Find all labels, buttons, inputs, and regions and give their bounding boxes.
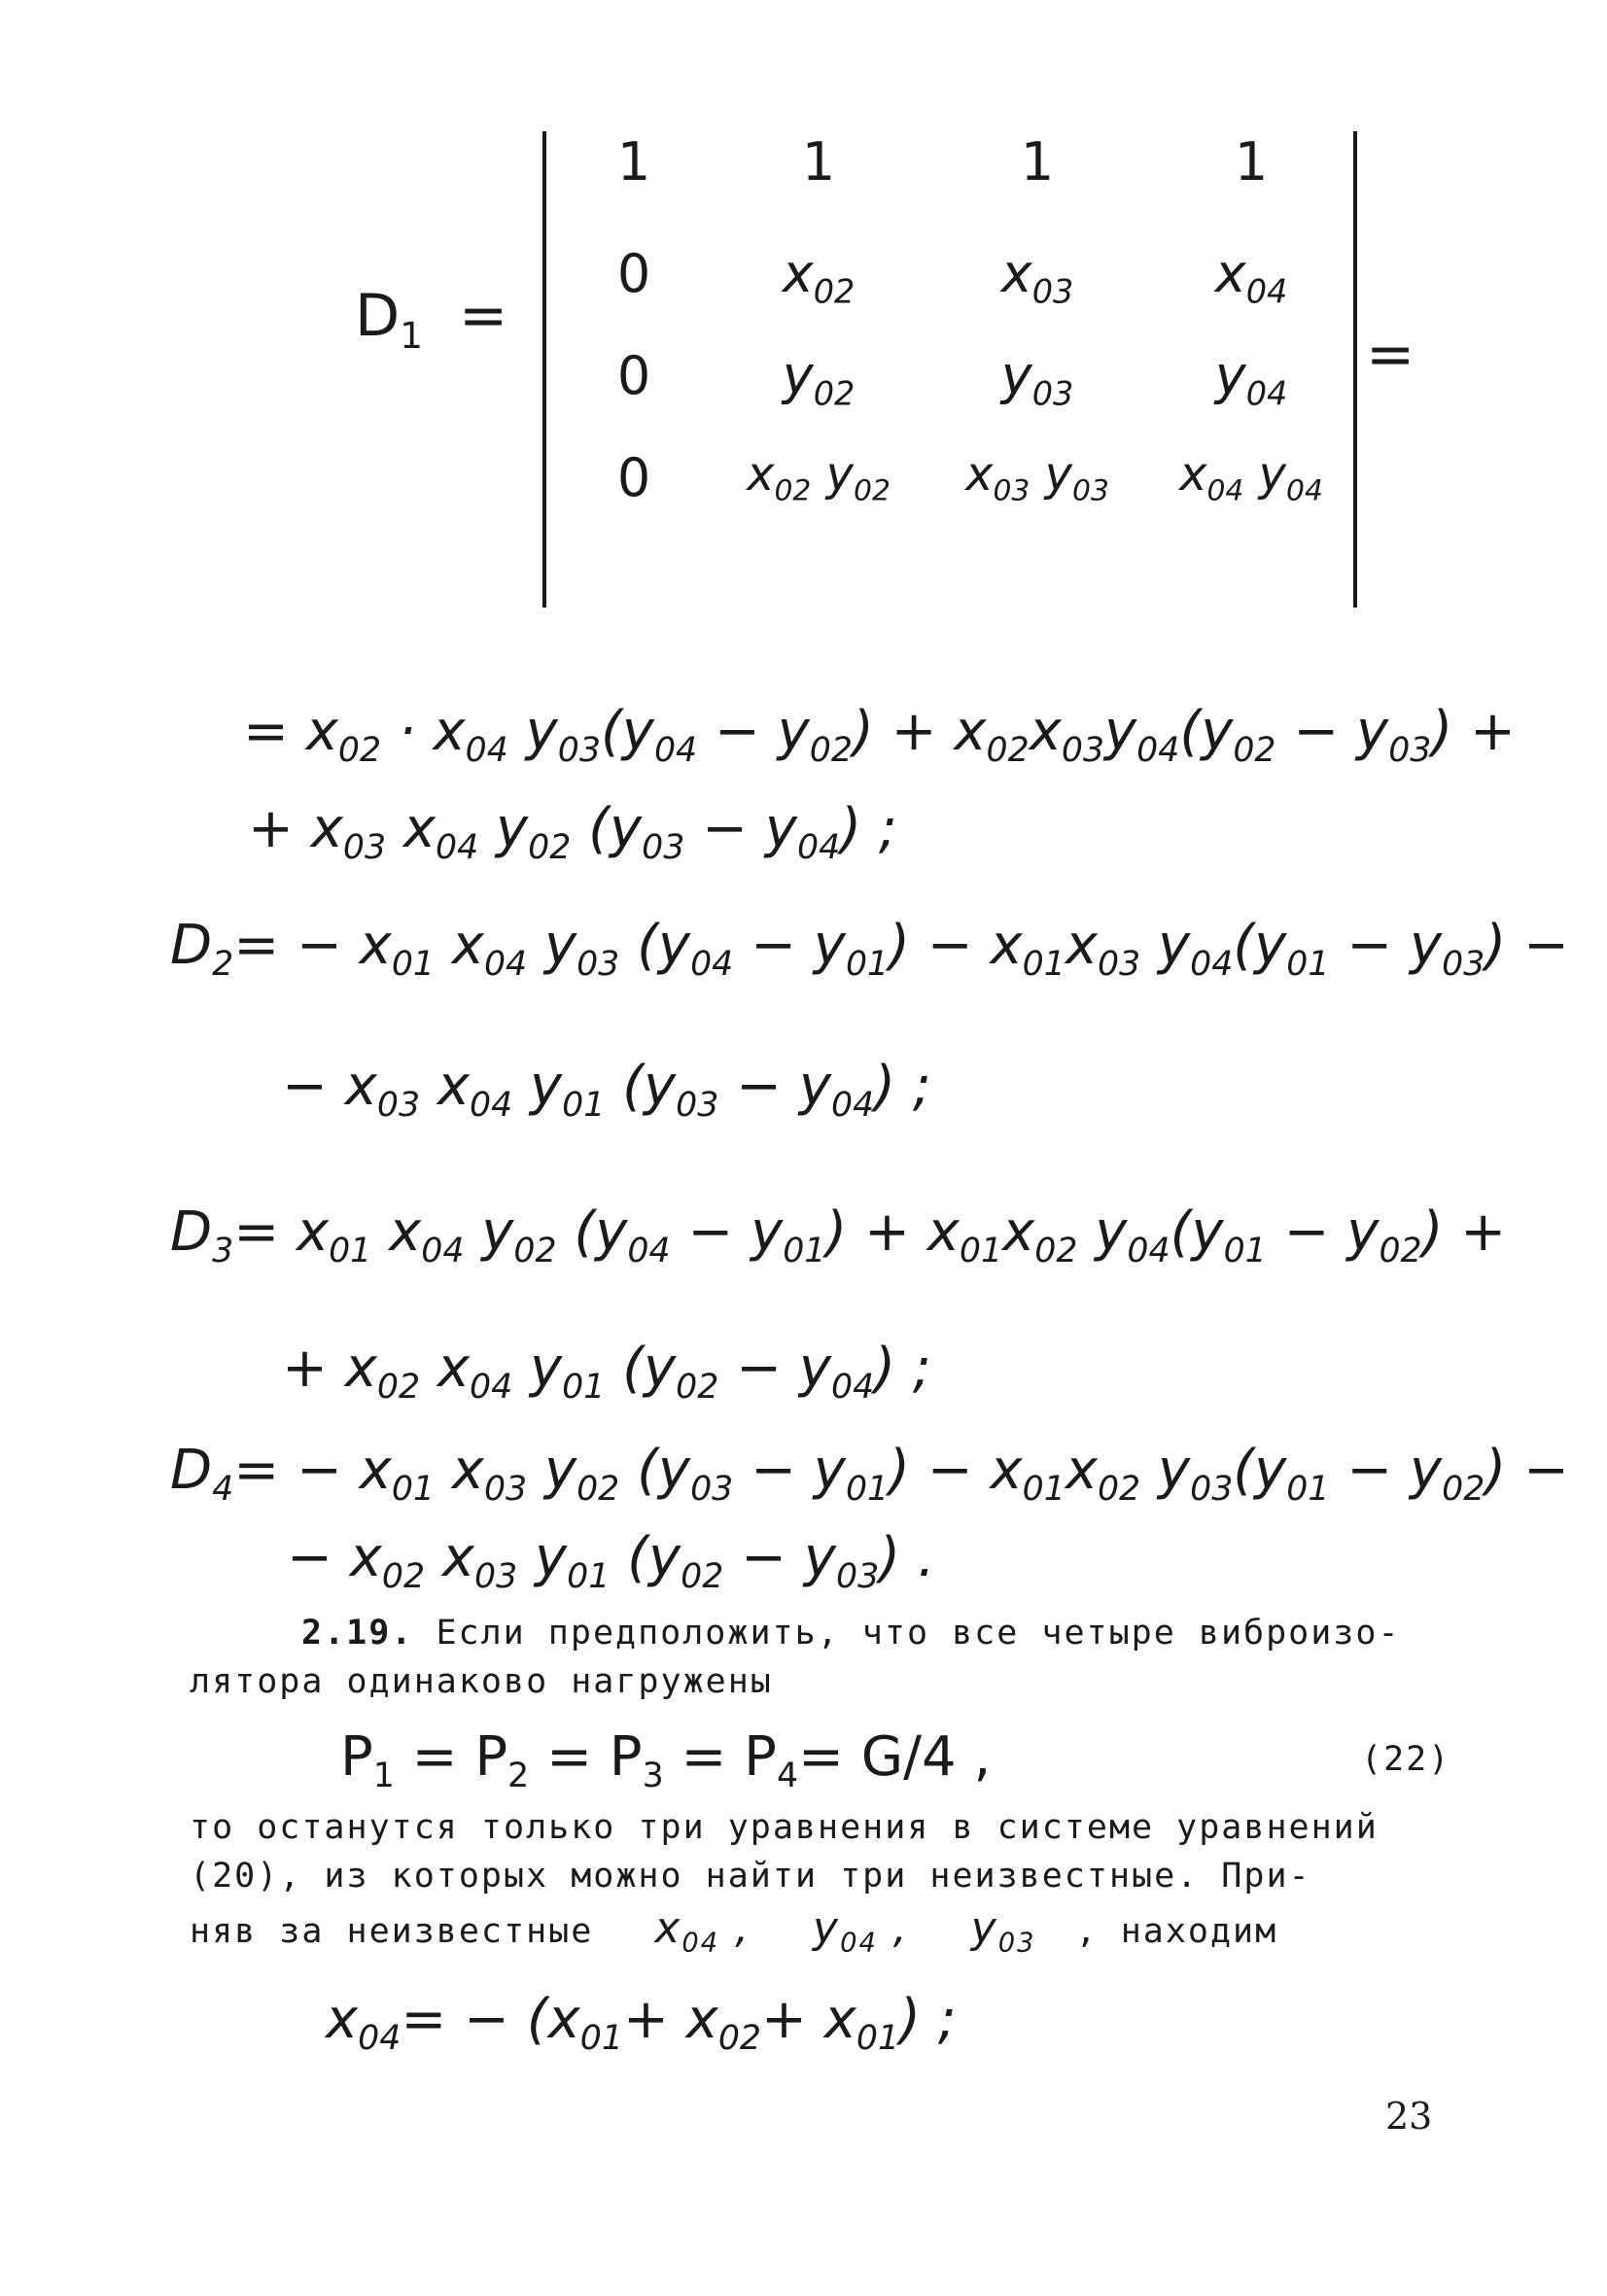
final-equation: $x_{04}= - (x_{01}+ x_{02}+ x_{01})$ ; bbox=[326, 1988, 957, 2059]
equation-d1-line1: = $x_{02} \cdot x_{04}$ $y_{03}(y_{04} - y_{02}) + x_{02}x_{03}y_{04}(y_{02} - y_{03})$ + bbox=[243, 700, 1516, 771]
matrix-cell-r4-c3: $x_{03}$ $y_{03}$ bbox=[965, 447, 1109, 508]
equation-d2-line2: − $x_{03}$ $x_{04}$ $y_{01}$ $(y_{03} - y_{04})$ ; bbox=[282, 1055, 931, 1126]
matrix-cell-r2-c2: $x_{02}$ bbox=[782, 243, 856, 311]
equation-d4-line2: − $x_{02}$ $x_{03}$ $y_{01}$ $(y_{02} - y_{03})$ . bbox=[287, 1526, 935, 1597]
equation-d1-line2: + $x_{03}$ $x_{04}$ $y_{02}$ $(y_{03} - y_{04})$ ; bbox=[248, 797, 897, 868]
unknowns-list: $x_{04}$ , $y_{04}$ , $y_{03}$ bbox=[654, 1903, 1036, 1959]
matrix-cell-r3-c3: $y_{03}$ bbox=[1000, 345, 1074, 413]
equation-d4-line1: $D_4= - x_{01}$ $x_{03}$ $y_{02}$ $(y_{03} - y_{01}) - x_{01}x_{02}$ $y_{03}(y_{01} - y_{02})$ − bbox=[170, 1439, 1569, 1510]
matrix-cell-r4-c2: $x_{02}$ $y_{02}$ bbox=[747, 447, 891, 508]
matrix-cell-r1-c2: 1 bbox=[801, 131, 836, 192]
matrix-cell-r4-c4: $x_{04}$ $y_{04}$ bbox=[1179, 447, 1323, 508]
section-paragraph-2-line-3: няв за неизвестные $x_{04}$ , $y_{04}$ , $y_{03}$ , находим bbox=[190, 1903, 1278, 1959]
page-number: 23 bbox=[1385, 2095, 1433, 2138]
matrix-cell-r2-c1: 0 bbox=[616, 243, 651, 304]
matrix-cell-r3-c2: $y_{02}$ bbox=[782, 345, 856, 413]
equation-22-number: (22) bbox=[1361, 1740, 1451, 1779]
section-paragraph-1-line-1: 2.19. Если предположить, что все четыре виброизо- bbox=[301, 1614, 1401, 1652]
section-paragraph-1-line-2: лятора одинаково нагружены bbox=[190, 1662, 773, 1701]
equation-d2-line1: $D_2= - x_{01}$ $x_{04}$ $y_{03}$ $(y_{04} - y_{01}) - x_{01}x_{03}$ $y_{04}(y_{01} - y_{03})$ − bbox=[170, 914, 1569, 985]
matrix-cell-r1-c3: 1 bbox=[1020, 131, 1055, 192]
determinant-equals-right: = bbox=[1366, 321, 1415, 389]
equation-d3-line1: $D_3= x_{01}$ $x_{04}$ $y_{02}$ $(y_{04} - y_{01}) + x_{01}x_{02}$ $y_{04}(y_{01} - y_{02})$ + bbox=[170, 1200, 1507, 1271]
equation-d3-line2: + $x_{02}$ $x_{04}$ $y_{01}$ $(y_{02} - y_{04})$ ; bbox=[282, 1337, 931, 1408]
section-paragraph-2-line-1: то останутся только три уравнения в системе уравнений bbox=[190, 1808, 1379, 1847]
matrix-cell-r1-c4: 1 bbox=[1234, 131, 1269, 192]
matrix-cell-r3-c4: $y_{04}$ bbox=[1214, 345, 1288, 413]
determinant-matrix bbox=[542, 131, 1357, 608]
determinant-label: $D_1$ = bbox=[355, 282, 508, 358]
section-paragraph-2-line-2: (20), из которых можно найти три неизвестные. При- bbox=[190, 1857, 1311, 1896]
matrix-cell-r4-c1: 0 bbox=[616, 447, 651, 508]
matrix-cell-r3-c1: 0 bbox=[616, 345, 651, 406]
matrix-cell-r1-c1: 1 bbox=[616, 131, 651, 192]
matrix-cell-r2-c4: $x_{04}$ bbox=[1214, 243, 1288, 311]
matrix-cell-r2-c3: $x_{03}$ bbox=[1000, 243, 1074, 311]
section-number: 2.19. bbox=[301, 1614, 414, 1652]
equation-22: $P_1 = P_2 = P_3 = P_4= G/4$ , bbox=[340, 1725, 992, 1796]
